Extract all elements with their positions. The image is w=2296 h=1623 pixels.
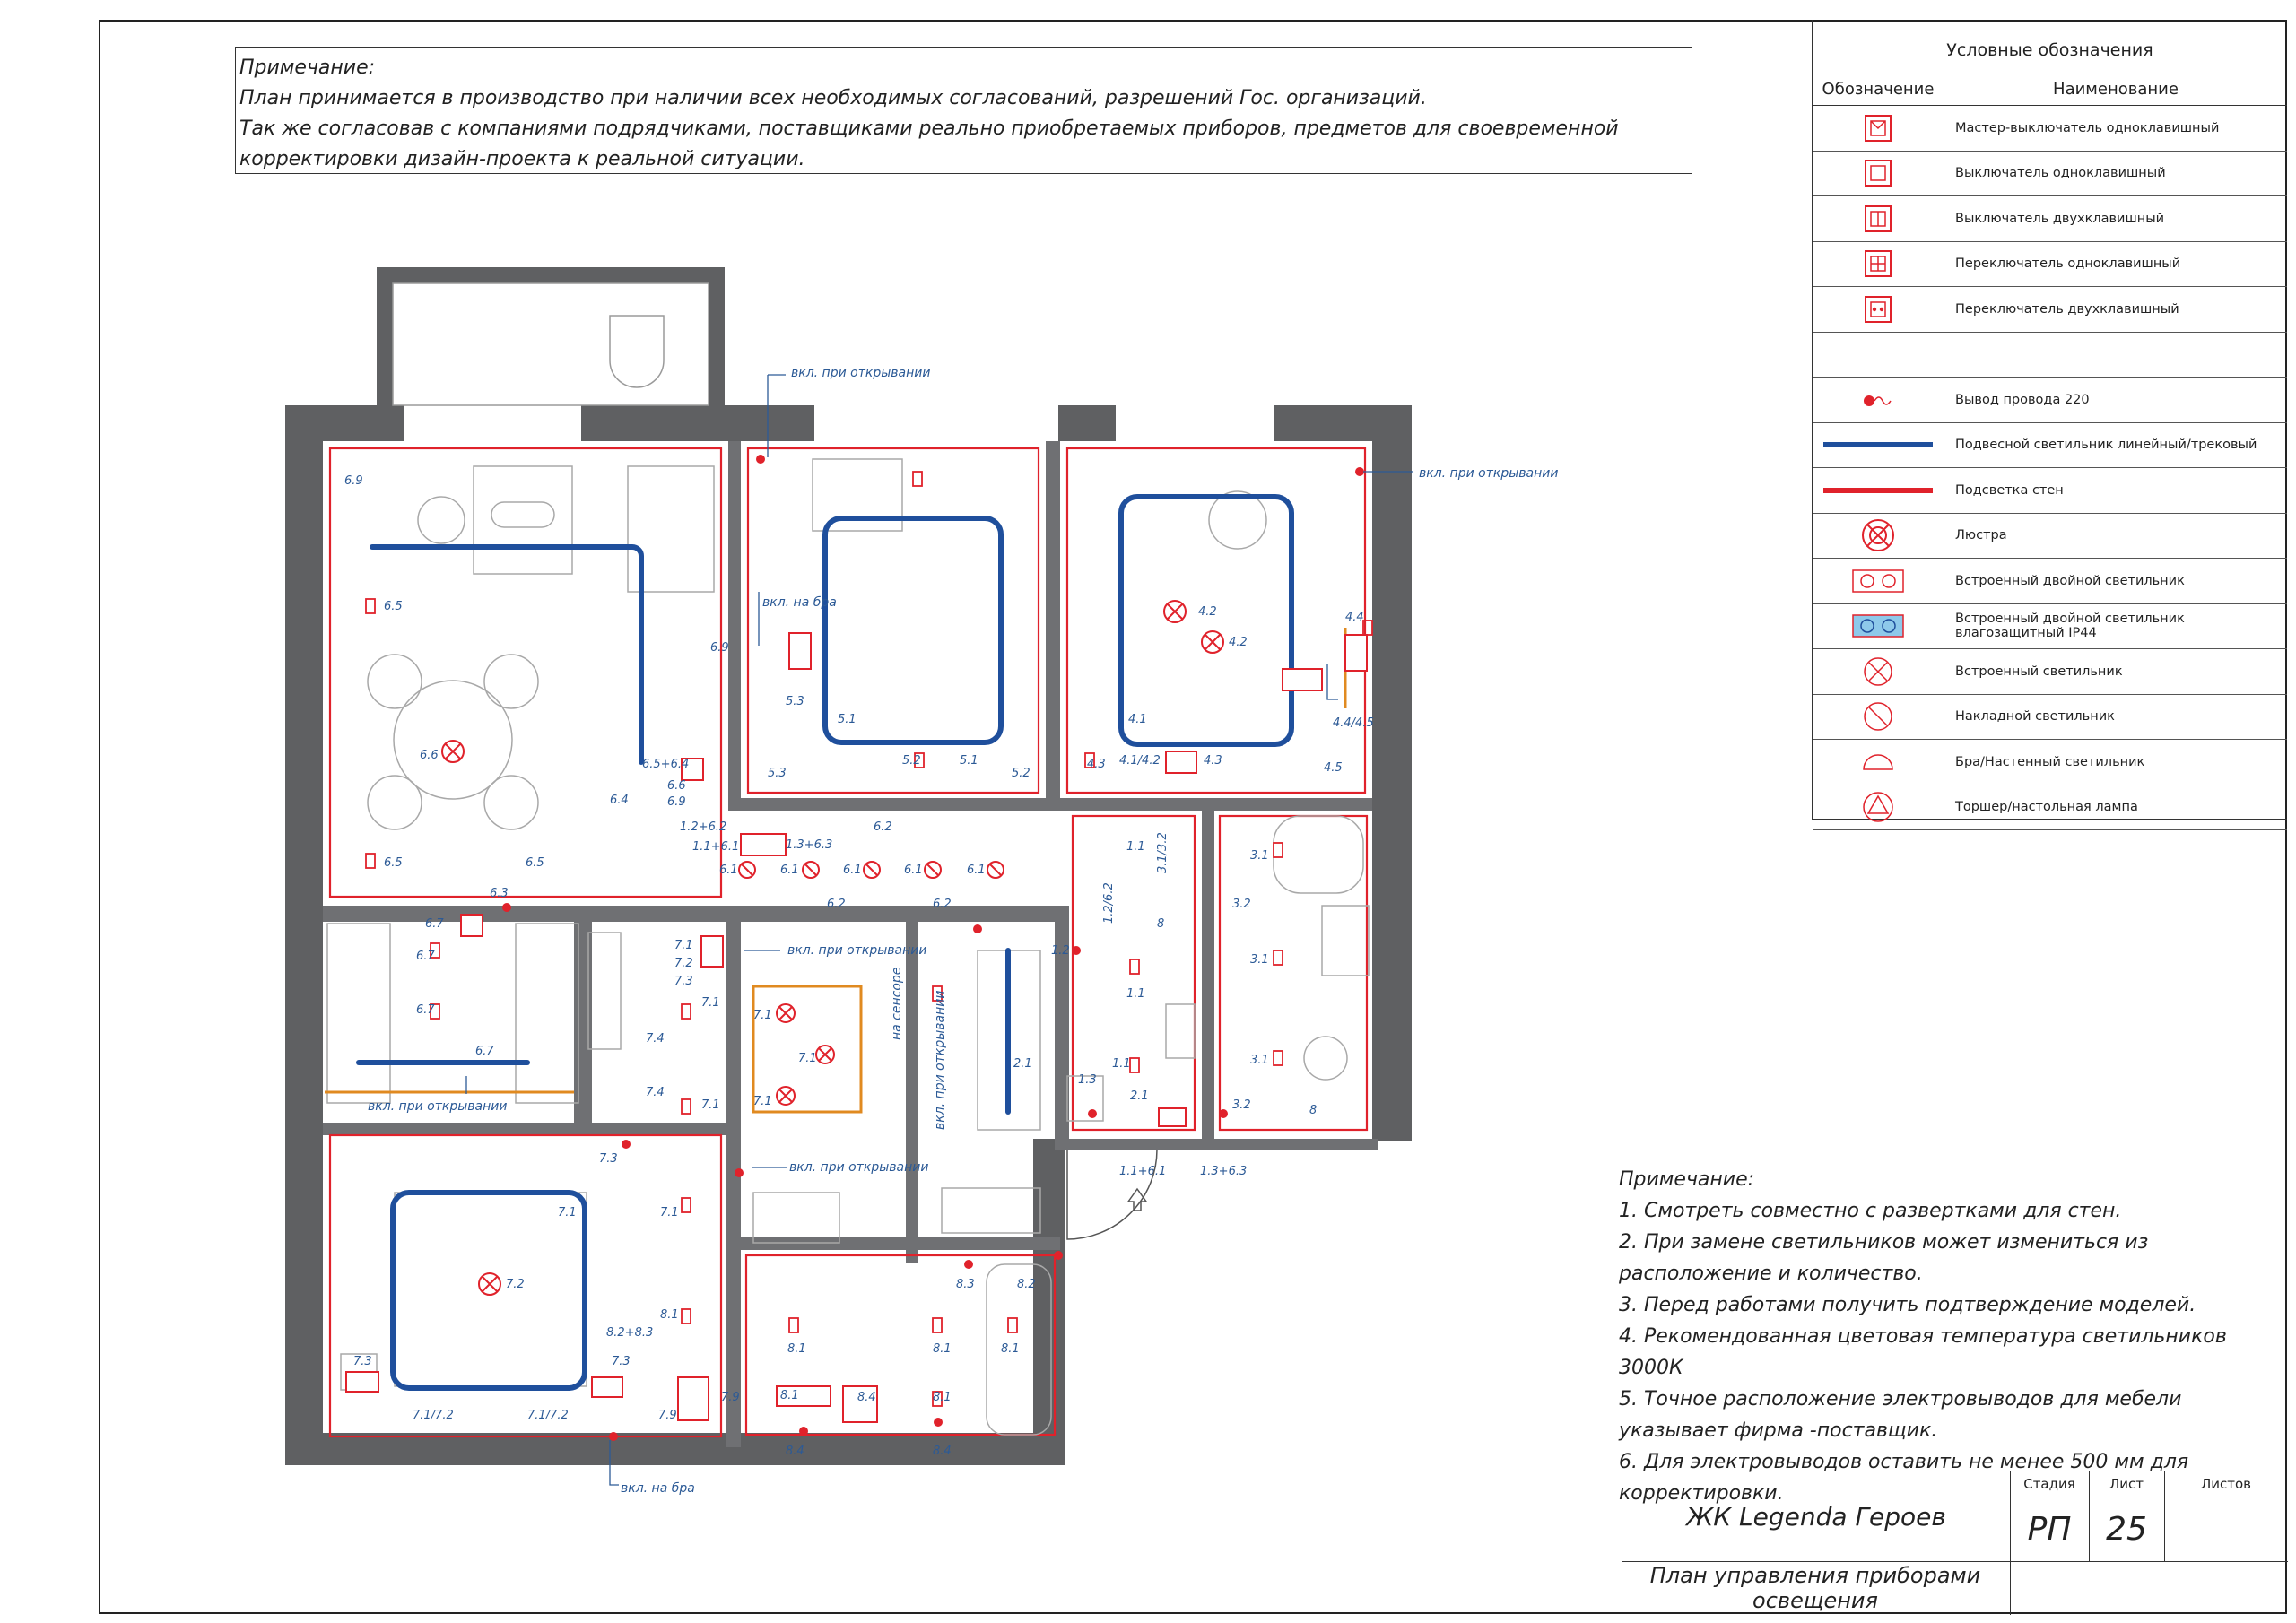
legend-name: Вывод провода 220 (1955, 392, 2090, 407)
sconce-icon (1860, 751, 1896, 773)
label: 8 (1157, 917, 1165, 931)
label: 6.2 (933, 898, 952, 911)
sheets-value (2164, 1497, 2288, 1561)
label: 1.3 (1078, 1073, 1097, 1087)
downlight-icon (1862, 655, 1894, 688)
label: 6.2 (874, 820, 892, 834)
title-block (1622, 1471, 2287, 1614)
label: 7.3 (353, 1355, 372, 1368)
label: 7.1 (753, 1009, 772, 1022)
label: 6.1 (780, 864, 799, 877)
downlight-markers (366, 472, 1372, 1406)
label: 4.4/4.5 (1333, 716, 1374, 730)
legend-row (1813, 106, 2287, 152)
legend-header (1813, 74, 2287, 106)
wire-outlets (502, 455, 1364, 1441)
label: 6.1 (843, 864, 862, 877)
label: 1.1+6.1 (692, 840, 740, 854)
label: 7.9 (658, 1409, 677, 1422)
label: 8.2 (1017, 1278, 1036, 1291)
label: 6.6 (667, 779, 686, 793)
label: 7.3 (599, 1152, 618, 1166)
sheet-label: Лист (2109, 1476, 2144, 1492)
label: 7.1 (674, 939, 693, 952)
label: 7.1/7.2 (527, 1409, 569, 1422)
label: 6.1 (904, 864, 923, 877)
surface-light-icon (1862, 700, 1894, 733)
toggle-double-icon (1863, 295, 1893, 324)
legend-name: Встроенный двойной светильник (1955, 573, 2185, 588)
label: 2.1 (1013, 1057, 1032, 1071)
legend-row (1813, 468, 2287, 514)
sheets-label: Листов (2200, 1476, 2252, 1492)
label: 8.1 (933, 1342, 952, 1356)
bottom-note-item: 3. Перед работами получить подтверждение моделей. (1619, 1294, 2196, 1316)
callout-open-6: вкл. при открывании (933, 990, 947, 1130)
legend-name (1944, 333, 2287, 378)
double-downlight-ip44-icon (1851, 613, 1905, 638)
label: 5.2 (902, 754, 921, 768)
label: 6.7 (475, 1045, 494, 1058)
balcony (393, 283, 709, 405)
label: 7.1 (660, 1206, 679, 1219)
label: 8.4 (933, 1445, 952, 1458)
label: 1.2 (1051, 944, 1070, 958)
entrance-door (1067, 1150, 1157, 1239)
sheet-value: 25 (2106, 1510, 2147, 1548)
label: 7.3 (612, 1355, 631, 1368)
callout-bra-1: вкл. на бра (762, 595, 837, 610)
legend-name: Люстра (1955, 528, 2007, 543)
legend-table (1812, 20, 2287, 820)
wall-backlight-icon (1820, 485, 1936, 496)
bottom-note-item: 1. Смотреть совместно с развертками для стен. (1619, 1200, 2122, 1222)
callout-sensor: на сенсоре (890, 967, 904, 1040)
legend-row (1813, 378, 2287, 423)
label: 3.1 (1250, 1054, 1269, 1067)
legend-row (1813, 695, 2287, 741)
label: 3.1 (1250, 849, 1269, 863)
label: 6.9 (667, 795, 686, 809)
project-name: ЖК Legenda Героев (1686, 1501, 1946, 1532)
legend-row (1813, 423, 2287, 469)
label: 7.1 (753, 1095, 772, 1108)
legend-row (1813, 242, 2287, 288)
bottom-note-item: 4. Рекомендованная цветовая температура светильников 3000К (1619, 1325, 2227, 1379)
label: 7.1 (558, 1206, 577, 1219)
label: 8.1 (787, 1342, 806, 1356)
label: 6.1 (719, 864, 738, 877)
label: 5.2 (1012, 767, 1031, 780)
label: 8.2+8.3 (606, 1326, 654, 1340)
label: 6.7 (425, 917, 444, 931)
legend-col-name: Наименование (2053, 80, 2179, 99)
legend-name: Переключатель одноклавишный (1955, 256, 2181, 272)
label: 7.4 (646, 1032, 665, 1046)
legend-row (1813, 514, 2287, 560)
legend-name: Встроенный двойной светильник влагозащитный IP44 (1955, 612, 2185, 641)
label: 5.1 (960, 754, 978, 768)
stage-label: Стадия (2023, 1476, 2075, 1492)
label: 4.1/4.2 (1119, 754, 1161, 768)
label: 1.2+6.2 (680, 820, 727, 834)
label: 4.2 (1229, 636, 1248, 649)
label: 4.3 (1204, 754, 1222, 768)
label: 3.1 (1250, 953, 1269, 967)
label: 7.2 (674, 957, 693, 970)
legend-row (1813, 785, 2287, 831)
label: 8.1 (933, 1391, 952, 1404)
label: 6.9 (344, 474, 363, 488)
callout-open-3: вкл. при открывании (787, 943, 927, 958)
label: 6.6 (420, 749, 439, 762)
callout-bra-2: вкл. на бра (621, 1481, 695, 1496)
wire-outlet-icon (1858, 391, 1898, 409)
label: 4.5 (1324, 761, 1343, 775)
toggle-single-icon (1863, 249, 1893, 278)
legend-name: Подсветка стен (1955, 482, 2064, 498)
label: 5.3 (768, 767, 787, 780)
label: 8.4 (857, 1391, 876, 1404)
bottom-note-heading: Примечание: (1619, 1168, 1755, 1191)
label: 6.5 (384, 600, 403, 613)
legend-name: Торшер/настольная лампа (1955, 800, 2138, 815)
label: 7.1 (701, 1098, 720, 1112)
label: 1.1 (1126, 840, 1145, 854)
bottom-note-item: 2. При замене светильников может измениться из расположение и количество. (1619, 1231, 2149, 1285)
legend-row (1813, 196, 2287, 242)
floor-lamp-icon (1861, 790, 1895, 824)
legend-row (1813, 604, 2287, 650)
label: 7.3 (674, 975, 693, 988)
bottom-note (1619, 1164, 2265, 1509)
label: 1.2/6.2 (1102, 882, 1116, 924)
bottom-note-item: 6. Для электровыводов оставить не менее 500 мм для корректировки. (1619, 1451, 2189, 1505)
label: 8 (1309, 1104, 1318, 1117)
label: 3.1/3.2 (1156, 832, 1170, 873)
label: 8.1 (1001, 1342, 1020, 1356)
label: 6.3 (490, 887, 509, 900)
label: 1.3+6.3 (786, 838, 833, 852)
label: 8.3 (956, 1278, 975, 1291)
top-note-line-1: План принимается в производство при наличии всех необходимых согласований, разрешений Гос. организаций. (239, 87, 1427, 109)
legend-name: Переключатель двухклавишный (1955, 301, 2179, 317)
legend-row (1813, 287, 2287, 333)
label: 6.7 (416, 950, 435, 963)
label: 4.2 (1198, 605, 1217, 619)
label: 6.5 (384, 856, 403, 870)
label: 1.1+6.1 (1119, 1165, 1167, 1178)
label: 3.2 (1232, 898, 1251, 911)
label: 6.2 (827, 898, 846, 911)
callout-open-5: вкл. при открывании (789, 1160, 929, 1175)
legend-name: Выключатель двухклавишный (1955, 211, 2165, 226)
top-note-line-2: Так же согласовав с компаниями подрядчиками, поставщиками реально приобретаемых приборов, предметов для своевременной корректировки дизайн-проекта к реальной ситуации. (239, 117, 1619, 170)
master-switch-icon (1863, 114, 1893, 143)
label: 8.4 (786, 1445, 804, 1458)
label: 6.1 (967, 864, 986, 877)
legend-name: Накладной светильник (1955, 709, 2115, 725)
label: 1.1 (1126, 987, 1145, 1001)
label: 7.4 (646, 1086, 665, 1099)
label: 6.4 (610, 794, 629, 807)
legend-title: Условные обозначения (1813, 20, 2287, 74)
legend-name: Мастер-выключатель одноклавишный (1955, 120, 2220, 135)
stage-value: РП (2027, 1510, 2072, 1548)
drawing-title: План управления приборами освещения (1649, 1563, 1981, 1613)
label: 1.1 (1112, 1057, 1131, 1071)
chandelier-icon (1860, 517, 1896, 553)
legend-name: Встроенный светильник (1955, 664, 2123, 679)
legend-name: Бра/Настенный светильник (1955, 754, 2145, 769)
legend-col-symbol: Обозначение (1813, 74, 1944, 105)
legend-row (1813, 333, 2287, 378)
legend-row (1813, 649, 2287, 695)
label: 4.3 (1087, 758, 1106, 771)
label: 5.3 (786, 695, 804, 708)
top-note-heading: Примечание: (239, 56, 376, 79)
callout-open-4: вкл. при открывании (368, 1099, 508, 1114)
label: 7.1 (701, 996, 720, 1010)
label: 6.5 (526, 856, 544, 870)
label: 4.4 (1345, 611, 1364, 624)
double-downlight-icon (1851, 568, 1905, 594)
label: 3.2 (1232, 1098, 1251, 1112)
label: 7.1/7.2 (413, 1409, 454, 1422)
label: 1.3+6.3 (1200, 1165, 1248, 1178)
legend-name: Подвесной светильник линейный/трековый (1955, 438, 2257, 453)
bottom-note-item: 5. Точное расположение электровыводов для мебели указывает фирма -поставщик. (1619, 1388, 2182, 1442)
switch-single-icon (1863, 159, 1893, 187)
door-frames (325, 628, 1345, 1112)
legend-row (1813, 740, 2287, 785)
label: 6.5+6.4 (642, 758, 690, 771)
linear-light-icon (1820, 439, 1936, 450)
label: 2.1 (1130, 1089, 1149, 1103)
callout-open-1: вкл. при открывании (791, 366, 931, 380)
legend-row (1813, 152, 2287, 197)
label: 7.2 (506, 1278, 525, 1291)
label: 7.1 (798, 1052, 817, 1065)
legend-row (1813, 559, 2287, 604)
label: 6.7 (416, 1003, 435, 1017)
label: 8.1 (780, 1389, 799, 1402)
label: 6.9 (710, 641, 729, 655)
switch-double-icon (1863, 204, 1893, 233)
label: 5.1 (838, 713, 857, 726)
surface-lights (739, 862, 1004, 878)
callout-open-2: вкл. при открывании (1419, 466, 1559, 481)
label: 7.9 (721, 1391, 740, 1404)
legend-name: Выключатель одноклавишный (1955, 166, 2166, 181)
label: 8.1 (660, 1308, 679, 1322)
label: 4.1 (1128, 713, 1147, 726)
